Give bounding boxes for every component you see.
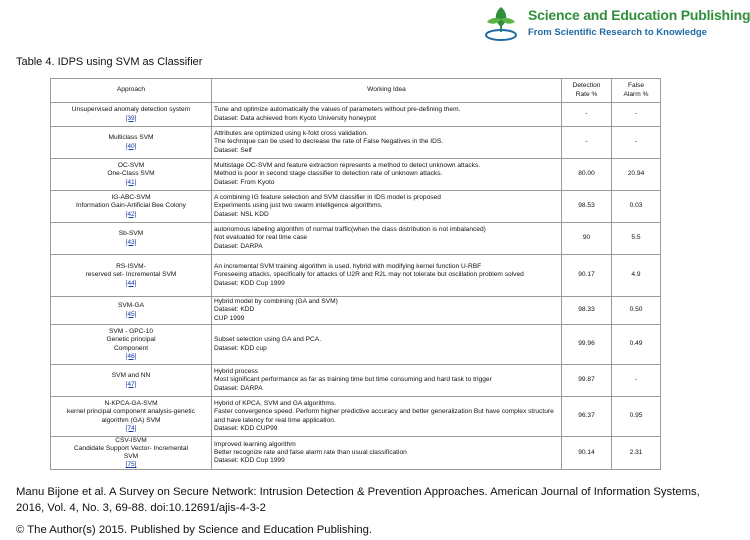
idea-line: Multistage OC-SVM and feature extraction represents a method to detect unknown attacks. (214, 162, 481, 170)
false-alarm-cell: 5.5 (612, 223, 661, 255)
idea-line: Dataset: KDD Cup 1999 (214, 457, 285, 465)
idea-line: Dataset: From Kyoto (214, 178, 275, 186)
idea-line: Dataset: NSL KDD (214, 210, 269, 218)
working-idea-cell (212, 103, 562, 127)
idea-line: Dataset: DARPA (214, 384, 263, 392)
false-alarm-cell: 0.50 (612, 297, 661, 325)
idea-line: autonomous labeling algorithm of normal traffic(when the class distribution is not imbalanced) (214, 226, 486, 234)
approach-cell (51, 159, 212, 191)
approach-name: Information Gain-Artificial Bee Colony (76, 202, 186, 210)
publisher-logo (484, 4, 750, 42)
approach-name: algorithm (GA) SVM (101, 416, 161, 424)
table-row (51, 191, 661, 223)
false-alarm-cell: 0.49 (612, 325, 661, 365)
detection-rate-cell: 90.14 (562, 437, 612, 470)
reference-link[interactable]: [40] (125, 142, 137, 150)
false-alarm-cell: 0.03 (612, 191, 661, 223)
idea-line: Dataset: KDD cup (214, 344, 267, 352)
approach-cell (51, 325, 212, 365)
approach-name: SVM (123, 453, 139, 461)
header-working-idea: Working Idea (212, 79, 562, 103)
approach-cell (51, 297, 212, 325)
approach-name: One-Class SVM (107, 170, 155, 178)
false-alarm-cell: 2.31 (612, 437, 661, 470)
idea-line: Foreseeing attacks, specifically for attacks of U2R and R2L may not tolerate but oscillation problem solved (214, 271, 524, 279)
idea-line: Attributes are optimized using k-fold cross validation. (214, 130, 368, 138)
approach-name: Sb-SVM (118, 230, 144, 238)
approach-name: CSV-ISVM (115, 437, 147, 444)
header-row (51, 79, 661, 103)
approach-name: N-KPCA-GA-SVM (104, 400, 158, 408)
approach-name: IG-ABC-SVM (111, 194, 151, 202)
table-row (51, 223, 661, 255)
idea-line: Dataset: Data achieved from Kyoto University honeypot (214, 114, 376, 122)
working-idea-cell (212, 223, 562, 255)
table-row (51, 297, 661, 325)
table-row (51, 437, 661, 470)
table-body (51, 103, 661, 470)
working-idea-cell (212, 191, 562, 223)
approach-cell (51, 365, 212, 397)
idea-line: Dataset: Self (214, 146, 252, 154)
false-alarm-cell: - (612, 103, 661, 127)
publisher-tagline: From Scientific Research to Knowledge (528, 27, 707, 38)
reference-link[interactable]: [43] (125, 238, 137, 246)
reference-link[interactable]: [74] (125, 424, 137, 432)
approach-cell (51, 255, 212, 297)
false-alarm-cell: 0.95 (612, 397, 661, 437)
approach-cell (51, 437, 212, 470)
approach-name: Multiclass SVM (108, 134, 154, 142)
approach-name: Component (113, 344, 149, 352)
working-idea-cell (212, 437, 562, 470)
table-row (51, 159, 661, 191)
table-row (51, 325, 661, 365)
table-caption: Table 4. IDPS using SVM as Classifier (16, 56, 203, 68)
approach-cell (51, 127, 212, 159)
reference-link[interactable]: [41] (125, 178, 137, 186)
detection-rate-cell: 98.33 (562, 297, 612, 325)
detection-rate-cell: 99.87 (562, 365, 612, 397)
detection-rate-cell: 99.96 (562, 325, 612, 365)
approach-name: Unsupervised anomaly detection system (71, 106, 191, 114)
idea-line: An incremental SVM training algorithm is used. hybrid with modifying kernel function U-RBF (214, 263, 482, 271)
working-idea-cell (212, 365, 562, 397)
detection-rate-cell: 96.37 (562, 397, 612, 437)
approach-name: Genetic principal (106, 336, 156, 344)
working-idea-cell (212, 127, 562, 159)
reference-link[interactable]: [45] (125, 310, 137, 318)
idea-line: Method is poor in second stage classifier to detection rate of unknown attacks. (214, 170, 443, 178)
table-row (51, 127, 661, 159)
approach-cell (51, 223, 212, 255)
approach-name: SVM - GPC-10 (109, 328, 153, 336)
idea-line: Improved learning algorithm (214, 441, 296, 449)
false-alarm-cell: - (612, 127, 661, 159)
table-row (51, 397, 661, 437)
working-idea-cell (212, 297, 562, 325)
header-detection-rate: Detection Rate % (562, 79, 612, 103)
reference-link[interactable]: [39] (125, 114, 137, 122)
idea-line: CUP 1999 (214, 314, 245, 322)
table-row (51, 255, 661, 297)
seedling-globe-icon (484, 5, 518, 41)
false-alarm-cell: - (612, 365, 661, 397)
idea-line: Dataset: KDD Cup 1999 (214, 279, 285, 287)
working-idea-cell (212, 255, 562, 297)
copyright: © The Author(s) 2015. Published by Science and Education Publishing. (16, 524, 373, 536)
idea-line: Tune and optimize automatically the values of parameters without pre-defining them. (214, 106, 461, 114)
approach-name: kernel principal component analysis-genetic (67, 408, 195, 416)
approach-name: reserved set- Incremental SVM (85, 271, 177, 279)
idea-line: Subset selection using GA and PCA. (214, 336, 322, 344)
detection-rate-cell: 98.53 (562, 191, 612, 223)
detection-rate-cell: - (562, 103, 612, 127)
approach-name: Candidate Support Vector- Incremental (74, 445, 188, 453)
table-row (51, 103, 661, 127)
approach-name: SVM-GA (117, 302, 144, 310)
idea-line: Dataset: DARPA (214, 242, 263, 250)
detection-rate-cell: 90 (562, 223, 612, 255)
idea-line: Most significant performance as far as training time but time consuming and hard task to trigger (214, 376, 492, 384)
idea-line: Hybrid model by combining (GA and SVM) (214, 298, 338, 306)
reference-link[interactable]: [44] (125, 279, 137, 287)
approach-name: RS-ISVM- (116, 263, 146, 271)
idea-line: Hybrid process (214, 368, 258, 376)
approach-cell (51, 397, 212, 437)
idea-line: Better recognize rate and false alarm rate than usual classification (214, 449, 407, 457)
working-idea-cell (212, 159, 562, 191)
publisher-name: Science and Education Publishing (528, 7, 750, 23)
false-alarm-cell: 4.9 (612, 255, 661, 297)
reference-link[interactable]: [46] (125, 352, 137, 360)
idea-line: A combining IG feature selection and SVM classifier in IDS model is proposed (214, 194, 441, 202)
idea-line: The technique can be used to decrease the rate of False Negatives in the IDS. (214, 138, 444, 146)
detection-rate-cell: 80.00 (562, 159, 612, 191)
approach-cell (51, 103, 212, 127)
idea-line: Experiments using just two swarm intelligence algorithms. (214, 202, 383, 210)
approach-cell (51, 191, 212, 223)
reference-link[interactable]: [42] (125, 210, 137, 218)
detection-rate-cell: - (562, 127, 612, 159)
reference-link[interactable]: [47] (125, 380, 137, 388)
idea-line: Dataset: KDD (214, 306, 255, 314)
citation: Manu Bijone et al. A Survey on Secure Network: Intrusion Detection & Prevention Approaches. American Journal of Information Systems, 2016, Vol. 4, No. 3, 69-88. doi:10.12691/ajis-4-3-2 (16, 486, 700, 514)
idea-line: Not evaluated for real time case (214, 234, 308, 242)
approach-name: SVM and NN (111, 372, 151, 380)
table-row (51, 365, 661, 397)
header-false-alarm: False Alarm % (612, 79, 661, 103)
detection-rate-cell: 90.17 (562, 255, 612, 297)
reference-link[interactable]: [75] (125, 461, 137, 469)
idps-table (50, 78, 661, 470)
working-idea-cell (212, 397, 562, 437)
false-alarm-cell: 20.94 (612, 159, 661, 191)
idea-line: Hybrid of KPCA, SVM and GA algorithms. (214, 400, 337, 408)
approach-name: OC-SVM (117, 162, 145, 170)
idea-line: Dataset: KDD CUP99 (214, 424, 278, 432)
idea-line: Faster convergence speed. Perform higher predictive accuracy and better generalization But have complex structure and have latency for real time application. (214, 408, 554, 424)
header-approach: Approach (51, 79, 212, 103)
working-idea-cell (212, 325, 562, 365)
